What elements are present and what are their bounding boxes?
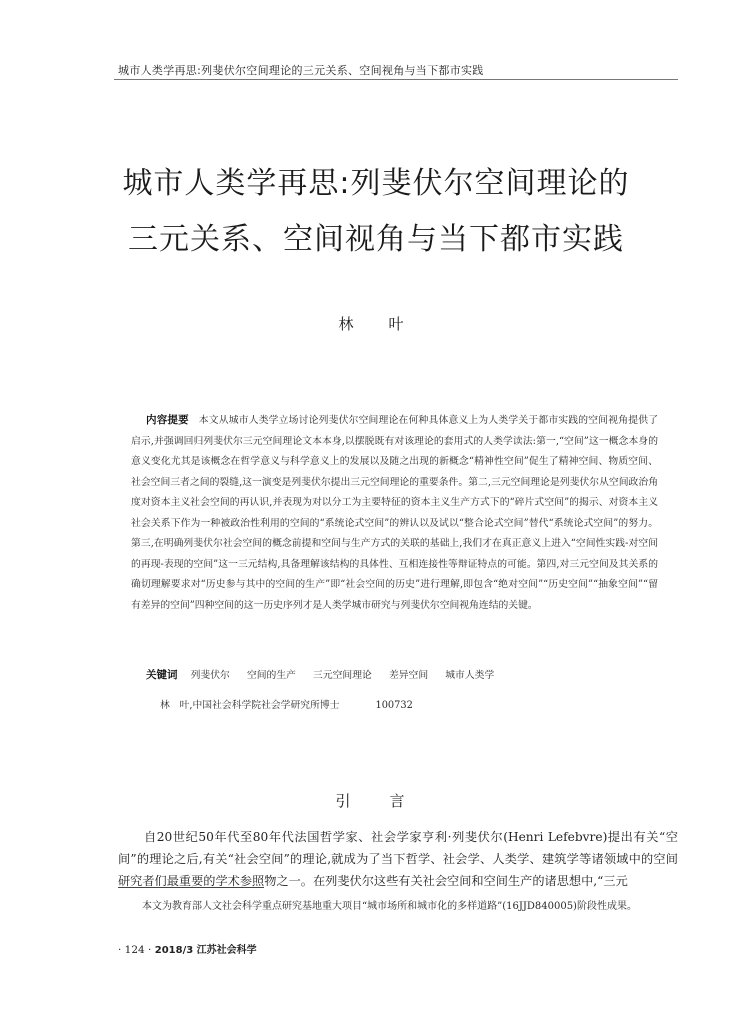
author-affiliation (160, 697, 660, 711)
article-title-line-1: 城市人类学再思:列斐伏尔空间理论的 (122, 166, 630, 201)
keyword-item: 城市人类学 (445, 670, 495, 681)
abstract-text: 本文从城市人类学立场讨论列斐伏尔空间理论在何种具体意义上为人类学关于都市实践的空间视角提供了启示,并强调回归列斐伏尔三元空间理论文本本身,以摆脱既有对该理论的套用式的人类学读法:第一,“空间”这一概念本身的意义变化尤其是该概念在哲学意义与科学意义上的发展以及随之出现的新概念“精神性空间”促生了精神空间、物质空间、社会空间三者之间的裂缝,这一演变是列斐伏尔提出三元空间理论的重要条件。第二,三元空间理论是列斐伏尔从空间政治角度对资本主义社会空间的再认识,并表现为对以分工为主要特征的资本主义生产方式下的“碎片式空间”的揭示、对资本主义社会关系下作为一种被政治性利用的空间的“系统论式空间”的辨认以及试以“整合论式空间”替代“系统论式空间”的努力。第三,在明确列斐伏尔社会空间的概念前提和空间与生产方式的关联的基础上,我们才在真正意义上进入“空间性实践-对空间的再现-表现的空间”这一三元结构,具备理解该结构的具体性、互相连接性等辩证特点的可能。第四,对三元空间及其关系的确切理解要求对“历史参与其中的空间的生产”即“社会空间的历史”进行理解,即包含“绝对空间”“历史空间”“抽象空间”“留有差异的空间”四种空间的这一历史序列才是人类学城市研究与列斐伏尔空间视角连结的关键。 (131, 415, 659, 611)
header-rule (114, 79, 678, 80)
keyword-item: 列斐伏尔 (190, 670, 230, 681)
keyword-item: 空间的生产 (246, 670, 296, 681)
keywords-label: 关键词 (146, 669, 178, 681)
author-name: 林 叶 (338, 315, 414, 333)
article-title-line-2: 三元关系、空间视角与当下都市实践 (128, 222, 624, 257)
section-heading-introduction: 引 言 (335, 792, 417, 810)
journal-name: 2018/3 江苏社会科学 (154, 945, 257, 956)
keyword-item: 差异空间 (388, 670, 429, 681)
page-footer (118, 941, 257, 956)
running-head: 城市人类学再思:列斐伏尔空间理论的三元关系、空间视角与当下都市实践 (118, 64, 484, 77)
author-postcode: 100732 (375, 700, 413, 711)
body-paragraph: 自20世纪50年代至80年代法国哲学家、社会学家亨利·列斐伏尔(Henri Lefebvre)提出有关“空间”的理论之后,有关“社会空间”的理论,就成为了当下哲学、社会学、人类学、建筑学等诸领域中的空间研究者们最重要的学术参照物之一。在列斐伏尔这些有关社会空间和空间生产的诸思想中,“三元 (118, 830, 678, 888)
author-affiliation-text: 林 叶,中国社会科学院社会学研究所博士 (160, 700, 340, 711)
abstract (131, 410, 658, 616)
keyword-item: 三元空间理论 (313, 670, 372, 681)
footnote-rule (118, 887, 264, 888)
abstract-label: 内容提要 (146, 414, 189, 426)
page-number: · 124 · (118, 944, 152, 956)
keywords (131, 667, 658, 682)
footnote: 本文为教育部人文社会科学重点研究基地重大项目“城市场所和城市化的多样道路”(16JJD840005)阶段性成果。 (142, 901, 637, 912)
